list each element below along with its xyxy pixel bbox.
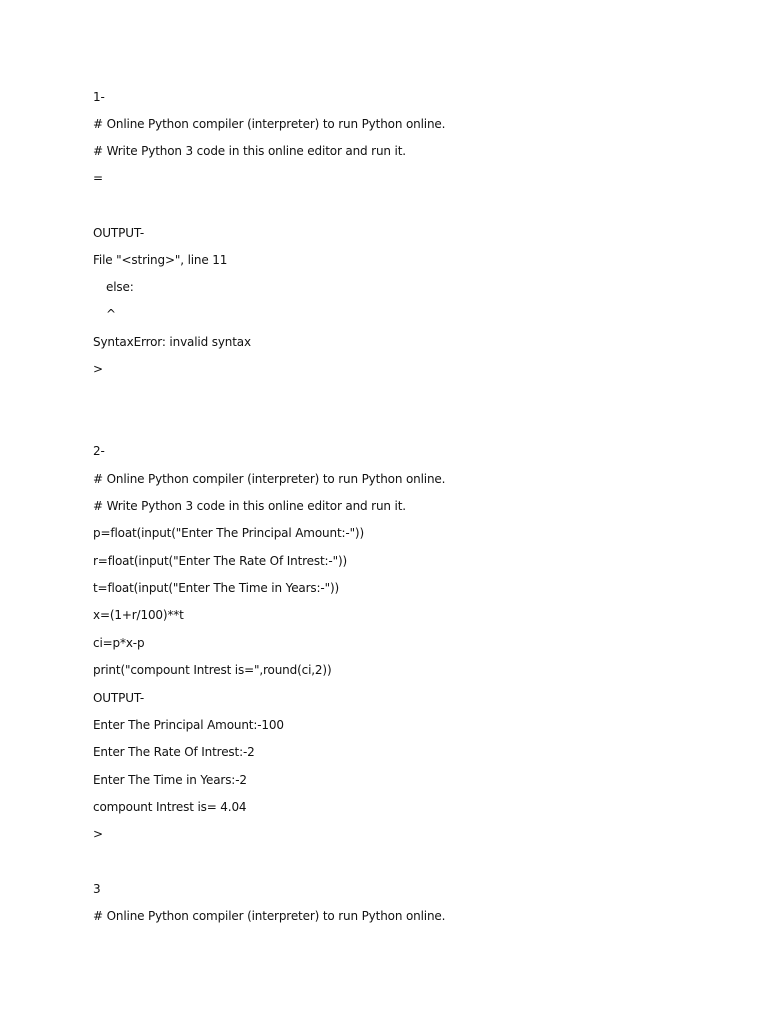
section-3-number: 3 xyxy=(93,882,101,896)
section-2-output-line: compount Intrest is= 4.04 xyxy=(93,800,247,814)
section-1-output-line: else: xyxy=(106,280,134,294)
section-2-output-line: > xyxy=(93,827,103,841)
section-1-output-line: File "<string>", line 11 xyxy=(93,253,228,267)
section-1-number: 1- xyxy=(93,90,105,104)
section-2-output-line: Enter The Rate Of Intrest:-2 xyxy=(93,745,255,759)
section-2-output-line: Enter The Time in Years:-2 xyxy=(93,773,247,787)
section-1-output-line: ^ xyxy=(106,307,116,321)
section-1-code: = xyxy=(93,171,103,185)
section-1-comment-2: # Write Python 3 code in this online editor and run it. xyxy=(93,144,406,158)
section-1-output-line: SyntaxError: invalid syntax xyxy=(93,335,251,349)
section-1-output-label: OUTPUT- xyxy=(93,226,145,240)
section-2-number: 2- xyxy=(93,444,105,458)
section-2-code-line: x=(1+r/100)**t xyxy=(93,608,184,622)
section-1-output-line: > xyxy=(93,362,103,376)
section-1-comment-1: # Online Python compiler (interpreter) to run Python online. xyxy=(93,117,446,131)
section-2-comment-2: # Write Python 3 code in this online editor and run it. xyxy=(93,499,406,513)
section-2-output-label: OUTPUT- xyxy=(93,691,145,705)
section-3-comment-1: # Online Python compiler (interpreter) to run Python online. xyxy=(93,909,446,923)
section-2-code-line: t=float(input("Enter The Time in Years:-")) xyxy=(93,581,340,595)
section-2-code-line: ci=p*x-p xyxy=(93,636,145,650)
section-2-code-line: print("compount Intrest is=",round(ci,2)) xyxy=(93,663,332,677)
section-2-code-line: r=float(input("Enter The Rate Of Intrest:-")) xyxy=(93,554,348,568)
section-2-comment-1: # Online Python compiler (interpreter) to run Python online. xyxy=(93,472,446,486)
section-2-output-line: Enter The Principal Amount:-100 xyxy=(93,718,284,732)
section-2-code-line: p=float(input("Enter The Principal Amount:-")) xyxy=(93,526,364,540)
